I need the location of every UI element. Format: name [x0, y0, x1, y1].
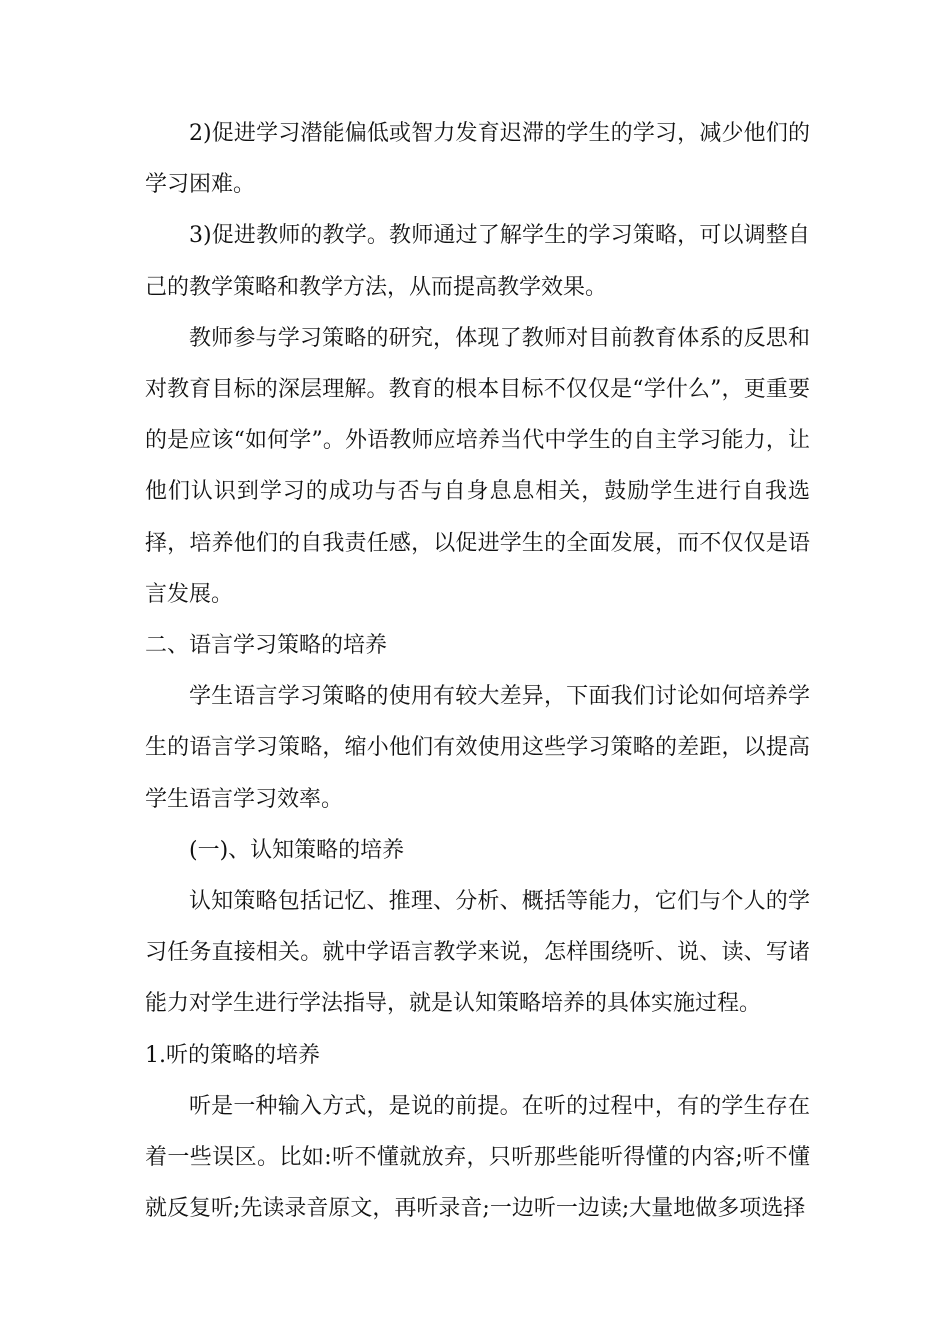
paragraph-promote-slow-learners: 2)促进学习潜能偏低或智力发育迟滞的学生的学习，减少他们的学习困难。	[145, 121, 810, 198]
paragraph-strategy-differences: 学生语言学习策略的使用有较大差异，下面我们讨论如何培养学生的语言学习策略，缩小他们有效使用这些学习策略的差距，以提高学生语言学习效率。	[145, 684, 810, 812]
section-heading-strategy-training: 二、语言学习策略的培养	[145, 633, 388, 659]
document-page	[145, 108, 810, 1234]
paragraph-cognitive-strategy: 认知策略包括记忆、推理、分析、概括等能力，它们与个人的学习任务直接相关。就中学语言教学来说，怎样围绕听、说、读、写诸能力对学生进行学法指导，就是认知策略培养的具体实施过程。	[145, 889, 810, 1017]
subheading-cognitive-strategy: (一)、认知策略的培养	[189, 837, 405, 863]
paragraph-teacher-research: 教师参与学习策略的研究，体现了教师对目前教育体系的反思和对教育目标的深层理解。教育的根本目标不仅仅是“学什么”，更重要的是应该“如何学”。外语教师应培养当代中学生的自主学习能力，让他们认识到学习的成功与否与自身息息相关，鼓励学生进行自我选择，培养他们的自我责任感，以促进学生的全面发展，而不仅仅是语言发展。	[145, 325, 810, 607]
paragraph-promote-teaching: 3)促进教师的教学。教师通过了解学生的学习策略，可以调整自己的教学策略和教学方法，从而提高教学效果。	[145, 223, 810, 300]
paragraph-listening-strategy: 听是一种输入方式，是说的前提。在听的过程中，有的学生存在着一些误区。比如:听不懂就放弃，只听那些能听得懂的内容;听不懂就反复听;先读录音原文，再听录音;一边听一边读;大量地做多项选择	[145, 1093, 810, 1222]
subheading-listening-strategy: 1.听的策略的培养	[145, 1042, 320, 1068]
